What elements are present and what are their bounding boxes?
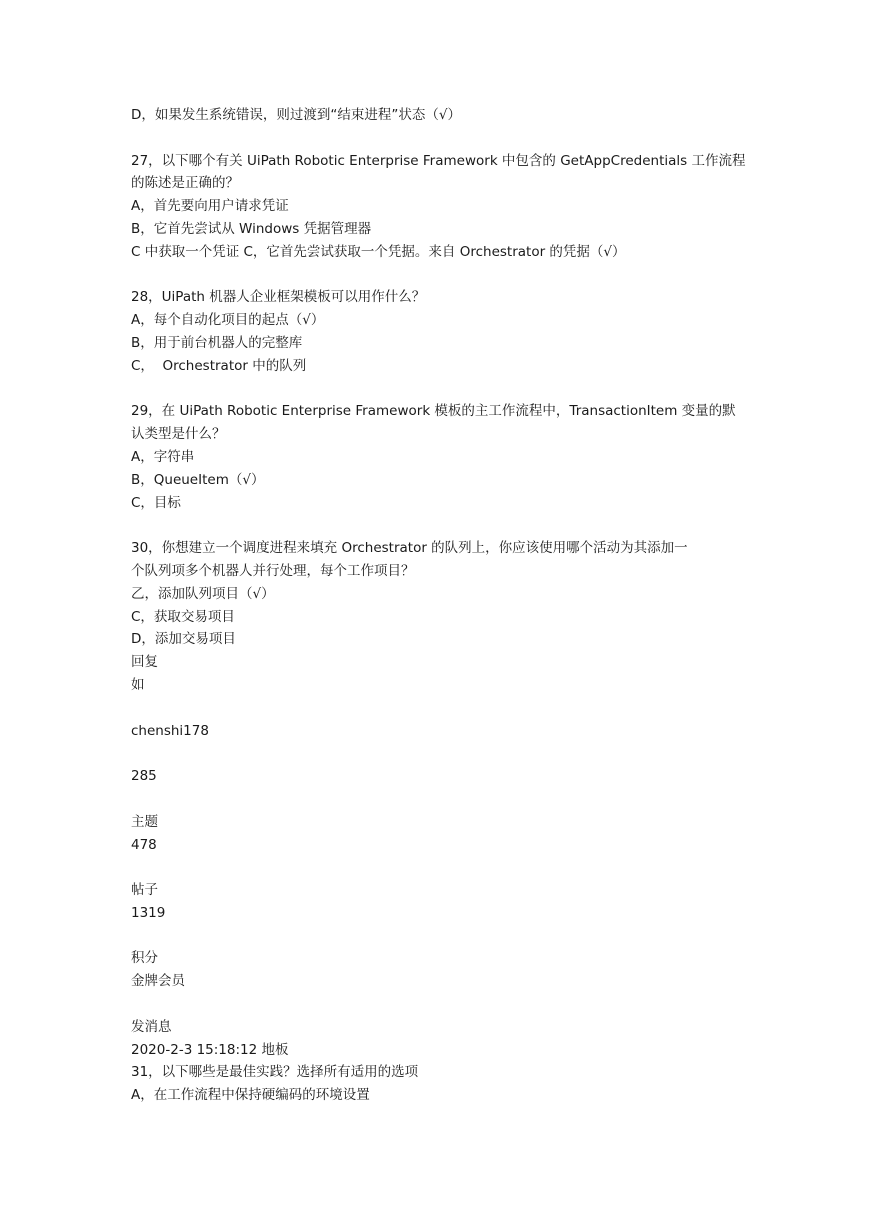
spacer — [131, 742, 741, 765]
username[interactable]: chenshi178 — [131, 722, 209, 739]
q27-option-b: B，它首先尝试从 Windows 凭据管理器 — [131, 220, 372, 237]
q30-question-line2: 个队列项多个机器人并行处理，每个工作项目？ — [131, 562, 415, 579]
reply-link[interactable]: 回复 — [131, 654, 158, 671]
spacer — [131, 856, 741, 879]
spacer — [131, 127, 741, 150]
q29-question-line2: 认类型是什么？ — [131, 426, 226, 443]
user-stat-285: 285 — [131, 768, 157, 785]
q28-option-b: B，用于前台机器人的完整库 — [131, 334, 303, 351]
post-timestamp-floor: 2020-2-3 15:18:12 地板 — [131, 1041, 289, 1058]
document-page — [131, 104, 746, 1107]
send-message-link[interactable]: 发消息 — [131, 1018, 172, 1035]
topics-value: 478 — [131, 836, 157, 853]
q27-question-line1: 27，以下哪个有关 UiPath Robotic Enterprise Framework 中包含的 GetAppCredentials 工作流程 — [131, 152, 746, 169]
q31-question: 31，以下哪些是最佳实践？选择所有适用的选项 — [131, 1064, 419, 1081]
spacer — [131, 925, 741, 948]
posts-label: 帖子 — [131, 882, 158, 899]
q30-option-c: C，获取交易项目 — [131, 608, 235, 625]
q29-option-c: C，目标 — [131, 494, 181, 511]
spacer — [131, 264, 741, 287]
q29-question-line1: 29，在 UiPath Robotic Enterprise Framework 模板的主工作流程中，TransactionItem 变量的默 — [131, 403, 736, 420]
q28-option-a: A，每个自动化项目的起点（√） — [131, 312, 325, 329]
q27-option-a: A，首先要向用户请求凭证 — [131, 198, 289, 215]
like-link[interactable]: 如 — [131, 676, 145, 693]
q28-question: 28，UiPath 机器人企业框架模板可以用作什么？ — [131, 289, 426, 306]
q30-option-d: D，添加交易项目 — [131, 631, 236, 648]
spacer — [131, 993, 741, 1016]
q29-option-b: B，QueueItem（√） — [131, 471, 265, 488]
points-label: 积分 — [131, 950, 158, 967]
q31-option-a: A，在工作流程中保持硬编码的环境设置 — [131, 1087, 370, 1104]
topics-label: 主题 — [131, 813, 158, 830]
q30-question-line1: 30，你想建立一个调度进程来填充 Orchestrator 的队列上，你应该使用哪个活动为其添加一 — [131, 540, 688, 557]
spacer — [131, 514, 741, 537]
q30-option-b: 乙，添加队列项目（√） — [131, 585, 275, 602]
q26-option-d: D，如果发生系统错误，则过渡到“结束进程”状态（√） — [131, 107, 461, 123]
q28-option-c: C， Orchestrator 中的队列 — [131, 357, 307, 374]
q27-question-line2: 的陈述是正确的？ — [131, 175, 239, 192]
user-rank: 金牌会员 — [131, 973, 185, 990]
spacer — [131, 788, 741, 811]
q29-option-a: A，字符串 — [131, 448, 195, 465]
spacer — [131, 697, 741, 720]
spacer — [131, 378, 741, 401]
posts-value: 1319 — [131, 904, 166, 921]
q27-option-c: C 中获取一个凭证 C，它首先尝试获取一个凭据。来自 Orchestrator 的凭据（√） — [131, 243, 626, 260]
